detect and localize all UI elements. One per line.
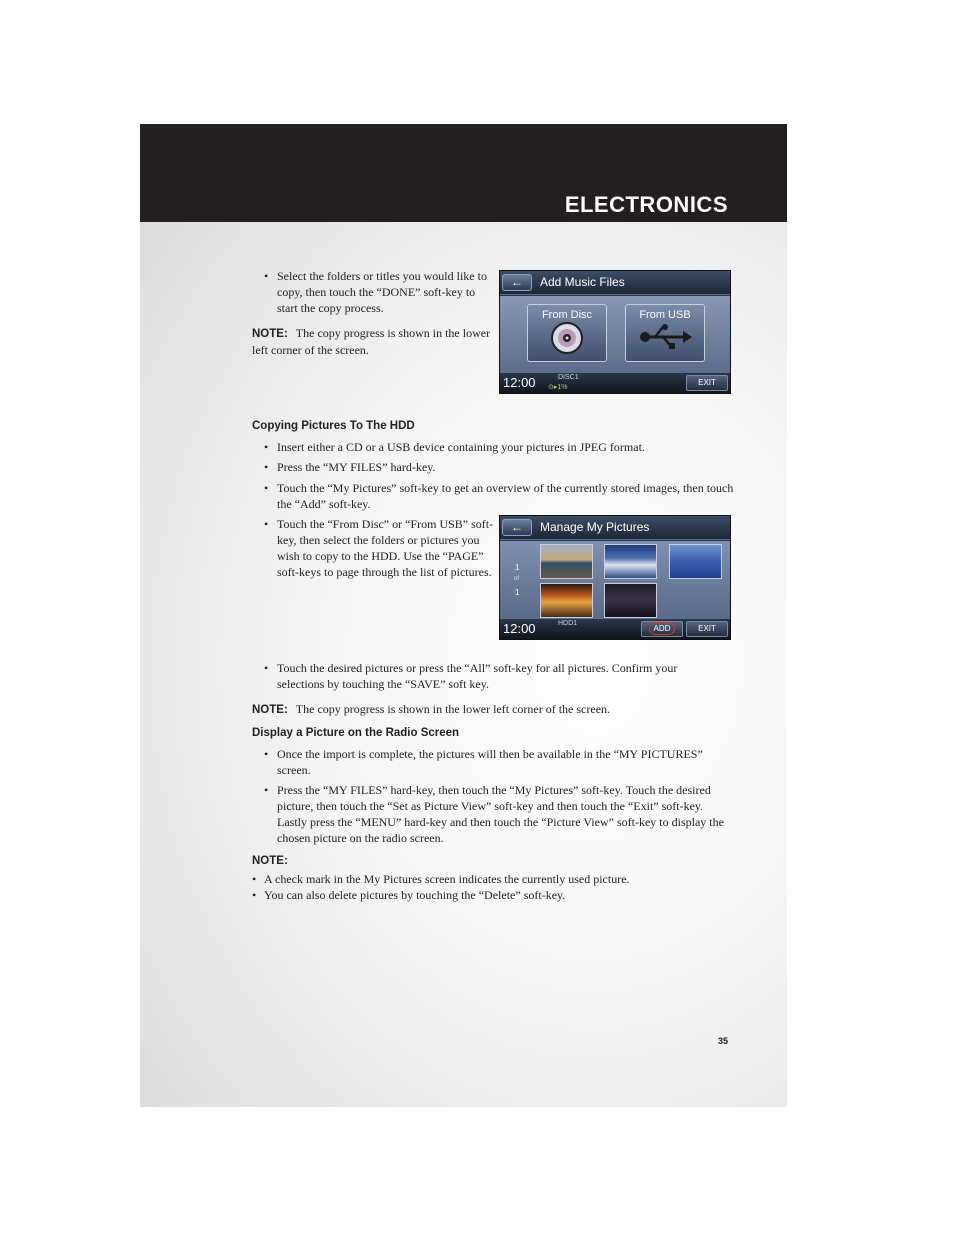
from-usb-button[interactable] xyxy=(625,304,705,362)
note-heading: NOTE: xyxy=(252,855,288,867)
picture-thumbnail[interactable] xyxy=(604,583,657,618)
list-item: • Touch the “My Pictures” soft-key to get an overview of the currently stored images, then touch the “Add” soft-key. xyxy=(264,480,738,512)
manual-page xyxy=(140,124,787,1107)
page-of: of xyxy=(514,576,520,582)
from-usb-label: From USB xyxy=(639,309,691,321)
source-label: DISC1 xyxy=(558,374,579,381)
list-item: • A check mark in the My Pictures screen indicates the currently used picture. xyxy=(252,871,722,887)
progress-icon: ⊙▸ xyxy=(548,384,558,391)
copy-progress xyxy=(548,383,568,391)
intro-bullet: • Select the folders or titles you would like to copy, then touch the “DONE” soft-key to start the copy process. xyxy=(264,268,494,316)
screen-status-bar xyxy=(500,372,730,393)
from-disc-label: From Disc xyxy=(541,309,593,321)
section1-note xyxy=(252,701,732,718)
add-music-files-screen xyxy=(499,270,731,394)
list-item: • You can also delete pictures by touching the “Delete” soft-key. xyxy=(252,887,722,903)
section-heading-copying: Copying Pictures To The HDD xyxy=(252,420,415,432)
list-item: • Press the “MY FILES” hard-key, then touch the “My Pictures” soft-key. Touch the desired picture, then touch the “Set as Picture View” soft-key and then touch the “Exit” soft-key. Lastly press the “MENU” hard-key and then touch the “Picture View” soft-key to display the chosen picture on the radio screen. xyxy=(264,782,730,846)
screen-status-bar xyxy=(500,618,730,639)
picture-thumbnail[interactable] xyxy=(669,544,722,579)
usb-icon xyxy=(637,321,693,351)
source-label: HDD1 xyxy=(558,620,578,627)
progress-value: 1% xyxy=(557,384,568,391)
clock: 12:00 xyxy=(503,621,536,636)
picture-thumbnail[interactable] xyxy=(540,544,593,579)
picture-thumbnail[interactable] xyxy=(540,583,593,618)
picture-thumbnail[interactable] xyxy=(604,544,657,579)
screen-title: Manage My Pictures xyxy=(540,520,650,534)
list-item: • Touch the “From Disc” or “From USB” soft-key, then select the folders or pictures you wish to copy to the HDD. Use the “PAGE” soft-keys to page through the list of pictures. xyxy=(264,516,494,580)
screen-title-bar xyxy=(500,516,730,540)
screen-title: Add Music Files xyxy=(540,275,625,289)
list-item: • Once the import is complete, the pictures will then be available in the “MY PICTURES” screen. xyxy=(264,746,730,778)
section-title: ELECTRONICS xyxy=(564,192,728,217)
add-button-label: ADD xyxy=(649,622,676,635)
screen-body xyxy=(500,541,730,618)
note-text: The copy progress is shown in the lower left corner of the screen. xyxy=(295,702,611,716)
manage-my-pictures-screen xyxy=(499,515,731,640)
note-text: The copy progress is shown in the lower left corner of the screen. xyxy=(252,326,491,357)
intro-note xyxy=(252,325,492,358)
disc-icon xyxy=(550,321,584,355)
screen-body xyxy=(500,296,730,372)
list-item: • Touch the desired pictures or press the “All” soft-key for all pictures. Confirm your selections by touching the “SAVE” soft key. xyxy=(264,660,704,692)
back-arrow-icon[interactable]: ← xyxy=(502,519,532,536)
page-number: 35 xyxy=(718,1036,729,1046)
exit-button[interactable]: EXIT xyxy=(686,621,728,637)
section-heading-display: Display a Picture on the Radio Screen xyxy=(252,727,460,739)
list-item: • Press the “MY FILES” hard-key. xyxy=(264,459,744,475)
add-button[interactable] xyxy=(641,621,683,637)
exit-button[interactable]: EXIT xyxy=(686,375,728,391)
page-header xyxy=(140,124,787,222)
note-label: NOTE: xyxy=(252,704,288,716)
note-label: NOTE: xyxy=(252,328,288,340)
page-total: 1 xyxy=(515,588,520,597)
screen-title-bar xyxy=(500,271,730,295)
from-disc-button[interactable] xyxy=(527,304,607,362)
page-current: 1 xyxy=(515,563,520,572)
back-arrow-icon[interactable]: ← xyxy=(502,274,532,291)
clock: 12:00 xyxy=(503,375,536,390)
list-item: • Insert either a CD or a USB device containing your pictures in JPEG format. xyxy=(264,439,744,455)
